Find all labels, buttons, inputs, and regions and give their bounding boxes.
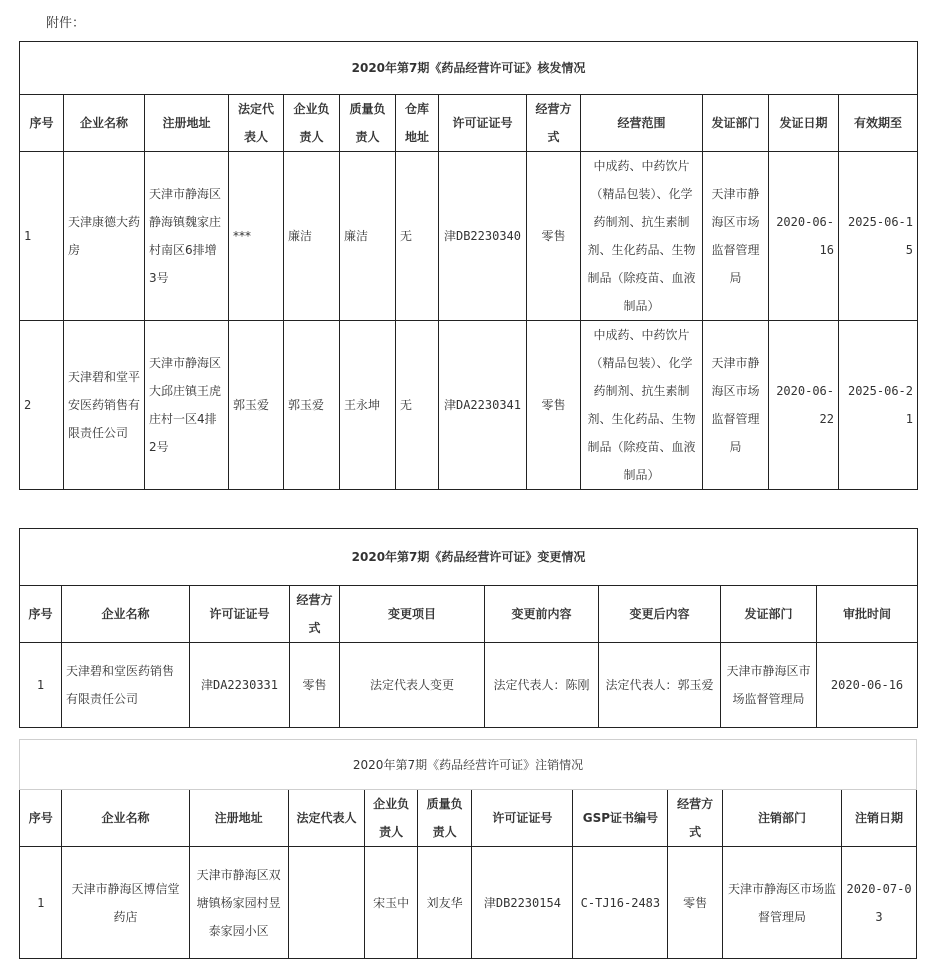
change-table-caption: 2020年第7期《药品经营许可证》变更情况 [20,529,918,586]
cell-mode: 零售 [527,321,581,490]
cell-warehouse: 无 [396,321,439,490]
col-header: 变更前内容 [485,586,599,643]
col-header: 变更后内容 [599,586,721,643]
col-header: 经营方式 [290,586,340,643]
table-row [20,321,918,490]
cell-license-no: 津DA2230341 [439,321,527,490]
attachment-label: 附件： [46,16,86,31]
cancel-table-caption: 2020年第7期《药品经营许可证》注销情况 [20,740,917,790]
cell-issuer: 天津市静海区市场监督管理局 [721,643,817,728]
table-row [20,643,918,728]
col-header: 企业名称 [62,790,189,847]
cell-address: 天津市静海区双塘镇杨家园村昱泰家园小区 [189,847,288,959]
cell-mode: 零售 [668,847,723,959]
col-header: 注册地址 [145,95,229,152]
col-header: 许可证证号 [439,95,527,152]
cell-legal-rep: *** [229,152,284,321]
col-header: 注册地址 [189,790,288,847]
cell-mode: 零售 [290,643,340,728]
cell-license-no: 津DB2230340 [439,152,527,321]
col-header: GSP证书编号 [573,790,668,847]
cell-index: 1 [20,643,62,728]
col-header: 注销日期 [842,790,917,847]
cell-quality-manager: 刘友华 [417,847,472,959]
cancel-table [19,739,917,959]
cell-warehouse: 无 [396,152,439,321]
cell-quality-manager: 王永坤 [340,321,396,490]
cell-quality-manager: 廉洁 [340,152,396,321]
col-header: 发证部门 [703,95,769,152]
issue-table [19,41,918,490]
col-header: 许可证证号 [472,790,573,847]
cell-license-no: 津DA2230331 [190,643,290,728]
cell-gsp-no: C-TJ16-2483 [573,847,668,959]
cell-legal-rep: 郭玉爱 [229,321,284,490]
col-header: 许可证证号 [190,586,290,643]
cell-cancel-date: 2020-07-03 [842,847,917,959]
col-header: 发证部门 [721,586,817,643]
cell-manager: 宋玉中 [365,847,418,959]
cell-issuer: 天津市静海区市场监督管理局 [703,152,769,321]
cell-index: 1 [20,152,64,321]
table-row [20,847,917,959]
col-header: 企业名称 [64,95,145,152]
cell-cancel-dept: 天津市静海区市场监督管理局 [722,847,841,959]
col-header: 仓库地址 [396,95,439,152]
issue-table-caption: 2020年第7期《药品经营许可证》核发情况 [20,42,918,95]
cell-scope: 中成药、中药饮片（精品包装）、化学药制剂、抗生素制剂、生化药品、生物制品（除疫苗、血液制品） [581,152,703,321]
col-header: 注销部门 [722,790,841,847]
cell-issue-date: 2020-06-22 [769,321,839,490]
cell-expiry-date: 2025-06-21 [839,321,918,490]
col-header: 质量负责人 [340,95,396,152]
col-header: 审批时间 [817,586,918,643]
col-header: 企业名称 [62,586,190,643]
change-header-row [20,586,918,643]
cell-index: 2 [20,321,64,490]
cell-company: 天津碧和堂医药销售有限责任公司 [62,643,190,728]
cell-company: 天津康德大药房 [64,152,145,321]
table-row [20,152,918,321]
cell-address: 天津市静海区静海镇魏家庄村南区6排增3号 [145,152,229,321]
cell-license-no: 津DB2230154 [472,847,573,959]
col-header: 企业负责人 [284,95,340,152]
cell-manager: 郭玉爱 [284,321,340,490]
col-header: 经营方式 [668,790,723,847]
cell-mode: 零售 [527,152,581,321]
cell-address: 天津市静海区大邱庄镇王虎庄村一区4排2号 [145,321,229,490]
cell-after: 法定代表人：郭玉爱 [599,643,721,728]
col-header: 序号 [20,95,64,152]
cell-approval-date: 2020-06-16 [817,643,918,728]
col-header: 经营范围 [581,95,703,152]
cell-manager: 廉洁 [284,152,340,321]
col-header: 发证日期 [769,95,839,152]
cancel-header-row [20,790,917,847]
col-header: 企业负责人 [365,790,418,847]
change-table [19,528,918,728]
col-header: 有效期至 [839,95,918,152]
cell-scope: 中成药、中药饮片（精品包装）、化学药制剂、抗生素制剂、生化药品、生物制品（除疫苗、血液制品） [581,321,703,490]
cell-company: 天津碧和堂平安医药销售有限责任公司 [64,321,145,490]
cell-issuer: 天津市静海区市场监督管理局 [703,321,769,490]
col-header: 法定代表人 [288,790,365,847]
cell-before: 法定代表人：陈刚 [485,643,599,728]
col-header: 经营方式 [527,95,581,152]
col-header: 质量负责人 [417,790,472,847]
cell-index: 1 [20,847,62,959]
cell-legal-rep [288,847,365,959]
col-header: 变更项目 [340,586,485,643]
col-header: 序号 [20,790,62,847]
cell-issue-date: 2020-06-16 [769,152,839,321]
cell-change-item: 法定代表人变更 [340,643,485,728]
cell-expiry-date: 2025-06-15 [839,152,918,321]
issue-header-row [20,95,918,152]
col-header: 法定代表人 [229,95,284,152]
cell-company: 天津市静海区博信堂药店 [62,847,189,959]
col-header: 序号 [20,586,62,643]
